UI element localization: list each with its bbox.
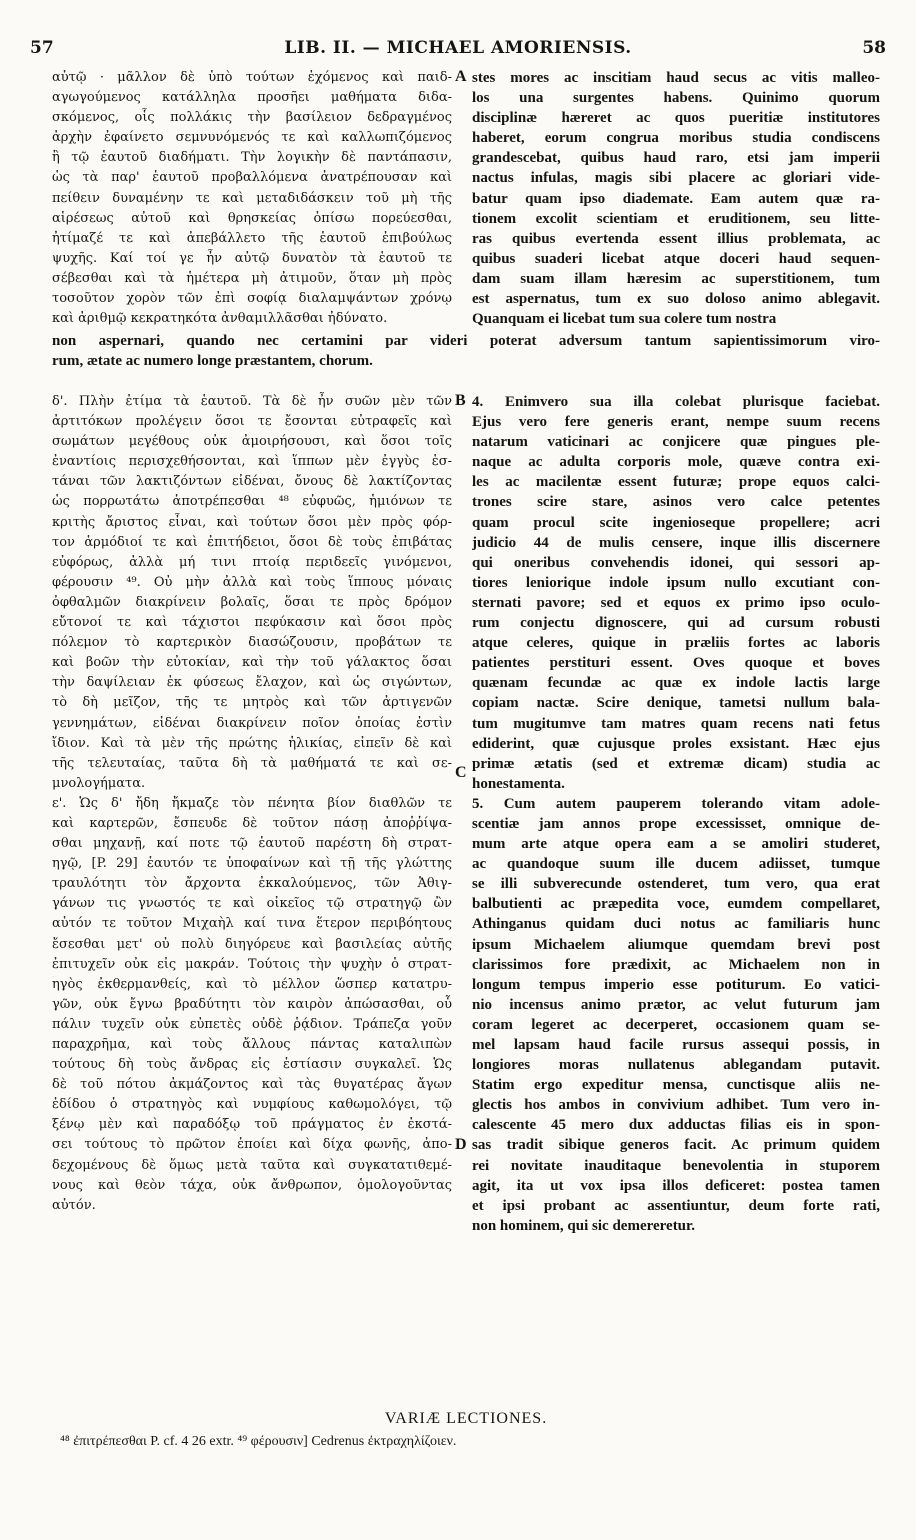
latin-text-line: se illi subverecunde ostenderet, tum vero, qua erat xyxy=(472,876,880,893)
latin-text-line: natarum vaticinari ac conjicere quæ pingues ple- xyxy=(472,434,880,451)
latin-text-line: copiam nactæ. Scire denique, tametsi nullum bala- xyxy=(472,695,880,712)
greek-text-line: ψυχῆς. Καί τοί γε ἦν αὐτῷ δυνατὸν τὰ ἑαυτοῦ τε xyxy=(52,250,452,266)
greek-text-line: αὐτῷ · μᾶλλον δὲ ὑπὸ τούτων ἐχόμενος καὶ παιδ- xyxy=(52,70,452,85)
latin-text-line: quænam fecundæ ac quæ ex indole lactis large xyxy=(472,675,880,692)
greek-text-line: ἀρτιτόκων προλέγειν ὅσοι τε ἔσονται εὐτραφεῖς καὶ xyxy=(52,414,452,430)
greek-text-line: ὡς πορρωτάτω ἀποτρέπεσθαι ⁴⁸ εὐφυῶς, ἡμιόνων τε xyxy=(52,494,452,510)
latin-text-line: haberet, eorum congrua moribus studia condiscens xyxy=(472,130,880,147)
latin-text-line: rei novitate inauditaque benevolentia in stuporem xyxy=(472,1157,880,1174)
greek-text-line: φέρουσιν ⁴⁹. Οὐ μὴν ἀλλὰ καὶ τοὺς ἵππους μόναις xyxy=(52,574,452,590)
greek-text-line: πόλεμον τὸ καρτερικὸν διασώζουσιν, προβάτων τε xyxy=(52,635,452,651)
latin-text-line: nactus infulas, magis sibi placere ac gloriari vide- xyxy=(472,170,880,187)
greek-text-line: ἐναντίοις περισχεθήσονται, καὶ ἵππων μὲν ἐγγὺς ἑσ- xyxy=(52,454,452,470)
greek-text-line: ἠτίμαζέ τε καὶ ἀπεβάλλετο τῆς ἑαυτοῦ ἐπιβούλως xyxy=(52,230,452,246)
greek-text-line: γῶν, οὐκ ἔγνω βραδύτητι τὸν καιρὸν ἀπώσασθαι, οὗ xyxy=(52,996,452,1012)
running-title: LIB. II. — MICHAEL AMORIENSIS. xyxy=(284,38,632,58)
latin-text-line: grandescebat, quibus haud raro, etsi jam imperii xyxy=(472,150,880,167)
latin-text-line: non hominem, qui sic demereretur. xyxy=(472,1217,696,1234)
greek-column-main xyxy=(52,392,452,1216)
greek-text-line: τούτους δὴ τοὺς ἄνδρας εἰς ἑστίασιν συγκαλεῖ. Ὡς xyxy=(52,1057,452,1073)
variae-lectiones-note: ⁴⁸ ἐπιτρέπεσθαι P. cf. 4 26 extr. ⁴⁹ φέρουσιν] Cedrenus ἐκτραχηλίζοιεν. xyxy=(60,1434,457,1449)
latin-text-line: mel lapsam haud facile rursus assequi possis, in xyxy=(472,1037,880,1053)
latin-text-line: tiores leniorique indole ipsum nullo excutiant con- xyxy=(472,574,880,591)
greek-text-line: πείθειν δυναμένην τε καὶ μεταδιδάσκειν τοῦ μὴ τῆς xyxy=(52,190,452,206)
latin-text-line: honestamenta. xyxy=(472,775,565,792)
greek-text-line: τοσοῦτον χορὸν τῶν ἐπὶ σοφίᾳ διαλαμψάντων χρόνῳ xyxy=(52,291,452,307)
latin-text-line: coram legeret ac decerperet, occasionem quam se- xyxy=(472,1016,880,1033)
latin-text-line: atque celeres, quique in præliis fortes ac laboris xyxy=(472,635,880,652)
latin-text-line: disciplinæ hæreret ac quos pueritiæ institutores xyxy=(472,110,880,127)
greek-text-line: ἢ τῷ ἑαυτοῦ διαδήματι. Τὴν λογικὴν δὲ παντάπασιν, xyxy=(52,150,452,166)
latin-text-line: sternati pavore; sed et equos ex primo ipso oculo- xyxy=(472,594,880,611)
latin-text-line: Statim ergo expeditur mensa, cunctisque aliis ne- xyxy=(472,1077,880,1094)
latin-text-line: sas tradit sibique generos facit. Ac primum quidem xyxy=(472,1137,880,1154)
greek-text-line: ξένῳ μὲν καὶ παραδόξῳ τοῦ πράγματος ἐν ἐκστά- xyxy=(52,1117,452,1133)
latin-text-line: agit, ita ut vox ipsa illos deficeret: postea tamen xyxy=(472,1177,880,1194)
latin-text-line: rum conjectu dignoscere, qui ad cursum robusti xyxy=(472,615,880,632)
greek-text-line: ἐδίδου ὁ στρατηγὸς καὶ νυμφίους καθωμολόγει, τῷ xyxy=(52,1097,452,1113)
greek-text-line: ηγῷ, [P. 29] ἑαυτόν τε ὑποφαίνων καὶ τῇ τῆς γλώττης xyxy=(52,856,452,872)
margin-marker-c: C xyxy=(455,764,467,781)
latin-text-line: clarissimos fore prædixit, ac Michaelem non in xyxy=(472,956,880,973)
greek-text-line: δὲ τοῦ πότου ἀκμάζοντος καὶ τὰς θυγατέρας ἄγων xyxy=(52,1077,452,1093)
greek-text-line: τραυλότητι τὸν ἄρχοντα ἐκκαλούμενος, τῶν Ἀθιγ- xyxy=(52,876,452,892)
greek-text-line: ἴδιον. Καὶ τὰ μὲν τῆς πρώτης ἡλικίας, εἰπεῖν δὲ καὶ xyxy=(52,735,452,751)
latin-text-line: et ipsi probant ac assentiuntur, deum forte rati, xyxy=(472,1197,880,1214)
page-header xyxy=(30,38,886,64)
latin-text-line: quam procul scite ingenioseque propellere; acri xyxy=(472,514,880,531)
latin-text-line: trones scire stare, asinos vero calce petentes xyxy=(472,494,880,511)
margin-marker-d: D xyxy=(455,1136,467,1153)
greek-text-line: εὐφόρως, ἀλλὰ μή τινι πτοίᾳ περιδεεῖς γινόμενοι, xyxy=(52,554,452,570)
latin-text-line: primæ ætatis (sed et extremæ dicam) studia ac xyxy=(472,755,880,772)
latin-text-line: judicio 44 de mulis censere, inque illis discernere xyxy=(472,534,880,551)
latin-text-line: longiores moras nullatenus ablegandam putavit. xyxy=(472,1057,880,1074)
greek-text-line: σωμάτων μεγέθους οὐκ ἀμοιρήσουσι, καὶ ὅσοι τοῖς xyxy=(52,434,452,450)
latin-text-line: ediderint, quæ cujusque proles exsistant. Hæc ejus xyxy=(472,735,880,752)
greek-text-line: σκόμενος, οἷς πολλάκις τὴν βασίλειον δεδραγμένος xyxy=(52,110,452,126)
latin-text-line: nio incensus animo prætor, ac velut futurum jam xyxy=(472,996,880,1013)
greek-text-line: ἐπιτυχεῖν οὐκ εἰς μακράν. Τούτοις τὴν ψυχὴν ὁ στρατ- xyxy=(52,956,452,972)
greek-text-line: αἱρέσεως αὐτοῦ καὶ θρησκείας ὀπίσω πορεύεσθαι, xyxy=(52,210,452,226)
greek-text-line: πάλιν τυχεῖν οὐκ εὐπετὲς οὐδὲ ῥᾴδιον. Τράπεζα γοῦν xyxy=(52,1016,452,1032)
latin-column-top xyxy=(472,68,880,329)
latin-text-line: Ejus vero fere generis erant, nempe suum recens xyxy=(472,414,880,431)
greek-text-line: δ'. Πλὴν ἐτίμα τὰ ἑαυτοῦ. Τὰ δὲ ἦν συῶν μὲν τῶν xyxy=(52,394,452,409)
latin-text-line: patientes perstituri essent. Oves quoque et boves xyxy=(472,655,880,672)
greek-text-line: σθαι μηχανῇ, καί ποτε τῷ ἑαυτοῦ παρέστη δὴ στρατ- xyxy=(52,836,452,852)
latin-text-line: les ac macilentæ essent futuræ; prope equos calci- xyxy=(472,474,880,491)
latin-text-line: tionem excolit scientiam et eruditionem, seu litte- xyxy=(472,210,880,227)
latin-text-line: Athinganus quidam duci notus ac familiaris hunc xyxy=(472,916,880,933)
latin-full-width-lines xyxy=(52,331,880,371)
latin-text-line: non aspernari, quando nec certamini par videri poterat adversum tantum sapientissimorum viro- xyxy=(52,333,880,349)
latin-text-line: glectis hos ambos in convivium adhibet. Tum vero in- xyxy=(472,1097,880,1114)
latin-text-line: tum mugitumve tam matres quam recens nati fetus xyxy=(472,715,880,732)
greek-text-line: τον ἁρμόδιοί τε καὶ ἐπιτήδειοι, ὅσοι δὲ τοὺς ἐπιβάτας xyxy=(52,534,452,550)
greek-text-line: ὡς τὰ παρ' ἑαυτοῦ προβαλλόμενα ἀνατρέπουσαν καὶ xyxy=(52,170,452,186)
greek-text-line: καὶ καρτερῶν, ἔσπευδε δὲ τοῦτον πάσῃ ἀποῤῥίψα- xyxy=(52,815,452,831)
latin-text-line: longum tempus imperio esse potiturum. Eo vatici- xyxy=(472,976,880,993)
greek-text-line: τῆς τελευταίας, ταῦτα δὴ τὰ μαθήματά τε καὶ σε- xyxy=(52,755,452,771)
greek-text-line: αὐτόν. xyxy=(52,1197,96,1213)
latin-text-line: ras quibus evertenda essent illius problemata, ac xyxy=(472,230,880,247)
latin-text-line: qui oneribus convehendis idonei, qui sessori ap- xyxy=(472,554,880,571)
margin-marker-a: A xyxy=(455,68,467,85)
footer xyxy=(52,1410,880,1450)
page-number-right: 58 xyxy=(862,38,886,58)
latin-text-line: scentiæ jam annos prope excessisset, omnique de- xyxy=(472,815,880,832)
latin-text-line: rum, ætate ac numero longe præstantem, chorum. xyxy=(52,353,373,370)
greek-text-line: αὐτόν τε τοῦτον Μιχαὴλ καί τινα ἕτερον περιβόητους xyxy=(52,916,452,932)
latin-text-line: ac quandoque suum ille ducem adiisset, tumque xyxy=(472,856,880,873)
variae-lectiones-heading: VARIÆ LECTIONES. xyxy=(384,1410,548,1427)
latin-text-line: los una surgentes habens. Quinimo quorum xyxy=(472,90,880,107)
greek-text-line: κριτὴς ἄριστος εἶναι, καὶ τούτων ὅσοι μὲν πρὸς φόρ- xyxy=(52,514,452,530)
greek-text-line: αγωγούμενος κατάλληλα προσῆει μαθήματα διδα- xyxy=(52,90,452,106)
latin-text-line: balbutienti ac præpedita voce, eumdem compellaret, xyxy=(472,896,880,913)
greek-text-line: δεχομένους δὲ ὅμως μετὰ ταῦτα καὶ συγκατατιθεμέ- xyxy=(52,1157,452,1173)
latin-text-line: batur quam ipso diademate. Eam autem quæ ra- xyxy=(472,190,880,207)
greek-text-line: τὴν δαψίλειαν ἐκ φύσεως ἔλαχον, καὶ ὡς σιγώντων, xyxy=(52,675,452,691)
latin-text-line: ipsum Michaelem aliumque quemdam brevi post xyxy=(472,936,880,953)
greek-text-line: παραχρῆμα, καὶ τοὺς ἄλλους πάντας καταλιπὼν xyxy=(52,1037,452,1052)
greek-text-line: τάναι τῶν λακτιζόντων εἰδέναι, ὄνους δὲ λακτίζοντας xyxy=(52,474,452,490)
greek-text-line: καὶ βοῶν τὴν εὐτοκίαν, καὶ τὴν τοῦ γάλακτος ὅσαι xyxy=(52,655,452,671)
latin-text-line: calescente 45 mero dux adductas filias eis in spon- xyxy=(472,1117,880,1134)
latin-text-line: quibus suaderi licebat atque doceri haud sequen- xyxy=(472,250,880,267)
greek-text-line: σει τούτους τὸ πρῶτον ἐποίει καὶ δίχα φωνῆς, ἀπο- xyxy=(52,1137,452,1153)
latin-text-line: est aspernatus, tum ex suo doloso animo ablegavit. xyxy=(472,291,880,308)
latin-text-line: 4. Enimvero sua illa colebat plurisque faciebat. xyxy=(472,394,880,410)
greek-text-line: γεννημάτων, εἰδέναι διακρίνειν ποῖον ὁποίας ἐστὶν xyxy=(52,715,452,731)
greek-text-line: εὔτονοί τε καὶ τάχιστοι πεφύκασιν καὶ ὅσοι πρὸς xyxy=(52,615,452,631)
latin-text-line: 5. Cum autem pauperem tolerando vitam adole- xyxy=(472,795,880,812)
greek-text-line: ἀρχὴν ἐφαίνετο σεμνυνόμενός τε καὶ καλλωπιζόμενος xyxy=(52,130,452,146)
greek-text-line: ἔσεσθαι μετ' οὐ πολὺ διηγόρευε καὶ βασιλείας αὐτῆς xyxy=(52,936,452,952)
greek-text-line: ηγὸς ἐκθερμανθείς, καὶ τὸ μέλλον ὥσπερ κατατρυ- xyxy=(52,976,452,992)
latin-text-line: naque ac adulta corporis mole, quæve contra exi- xyxy=(472,454,880,471)
latin-column-main xyxy=(472,392,880,1236)
greek-text-line: γάνων τις γνωστός τε καὶ οἰκεῖος τῷ στρατηγῷ ὢν xyxy=(52,896,452,912)
greek-text-line: καὶ ἀριθμῷ κεκρατηκότα ἀνθαμιλλᾶσθαι ἠδύνατο. xyxy=(52,311,388,327)
latin-text-line: dam suam illam hæresim ac superstitionem, tum xyxy=(472,270,880,287)
greek-text-line: νους καὶ θεὸν τάχα, οὐκ ἄνθρωπον, ὁμολογοῦντας xyxy=(52,1177,452,1193)
greek-text-line: μνολογήματα. xyxy=(52,775,146,791)
greek-text-line: ὀφθαλμῶν διακρίνειν βολαῖς, ὅσαι τε πρὸς δρόμον xyxy=(52,594,452,610)
greek-text-line: ε'. Ὡς δ' ἤδη ἤκμαζε τὸν πένητα βίον διαθλῶν τε xyxy=(52,795,452,811)
page-number-left: 57 xyxy=(30,38,54,58)
latin-text-line: Quanquam ei licebat tum sua colere tum nostra xyxy=(472,311,777,328)
greek-column-top xyxy=(52,68,452,329)
margin-marker-b: B xyxy=(455,392,466,409)
greek-text-line: τὸ δὴ μεῖζον, τῆς τε μητρὸς καὶ τῶν ἀρτιγενῶν xyxy=(52,695,452,711)
latin-text-line: mum arte atque opera eam a se amoliri studeret, xyxy=(472,836,880,853)
latin-text-line: stes mores ac inscitiam haud secus ac vitis malleo- xyxy=(472,70,880,86)
greek-text-line: σέβεσθαι καὶ τὰ ἡμέτερα μὴ ἀτιμοῦν, ὅταν μὴ πρὸς xyxy=(52,270,452,286)
